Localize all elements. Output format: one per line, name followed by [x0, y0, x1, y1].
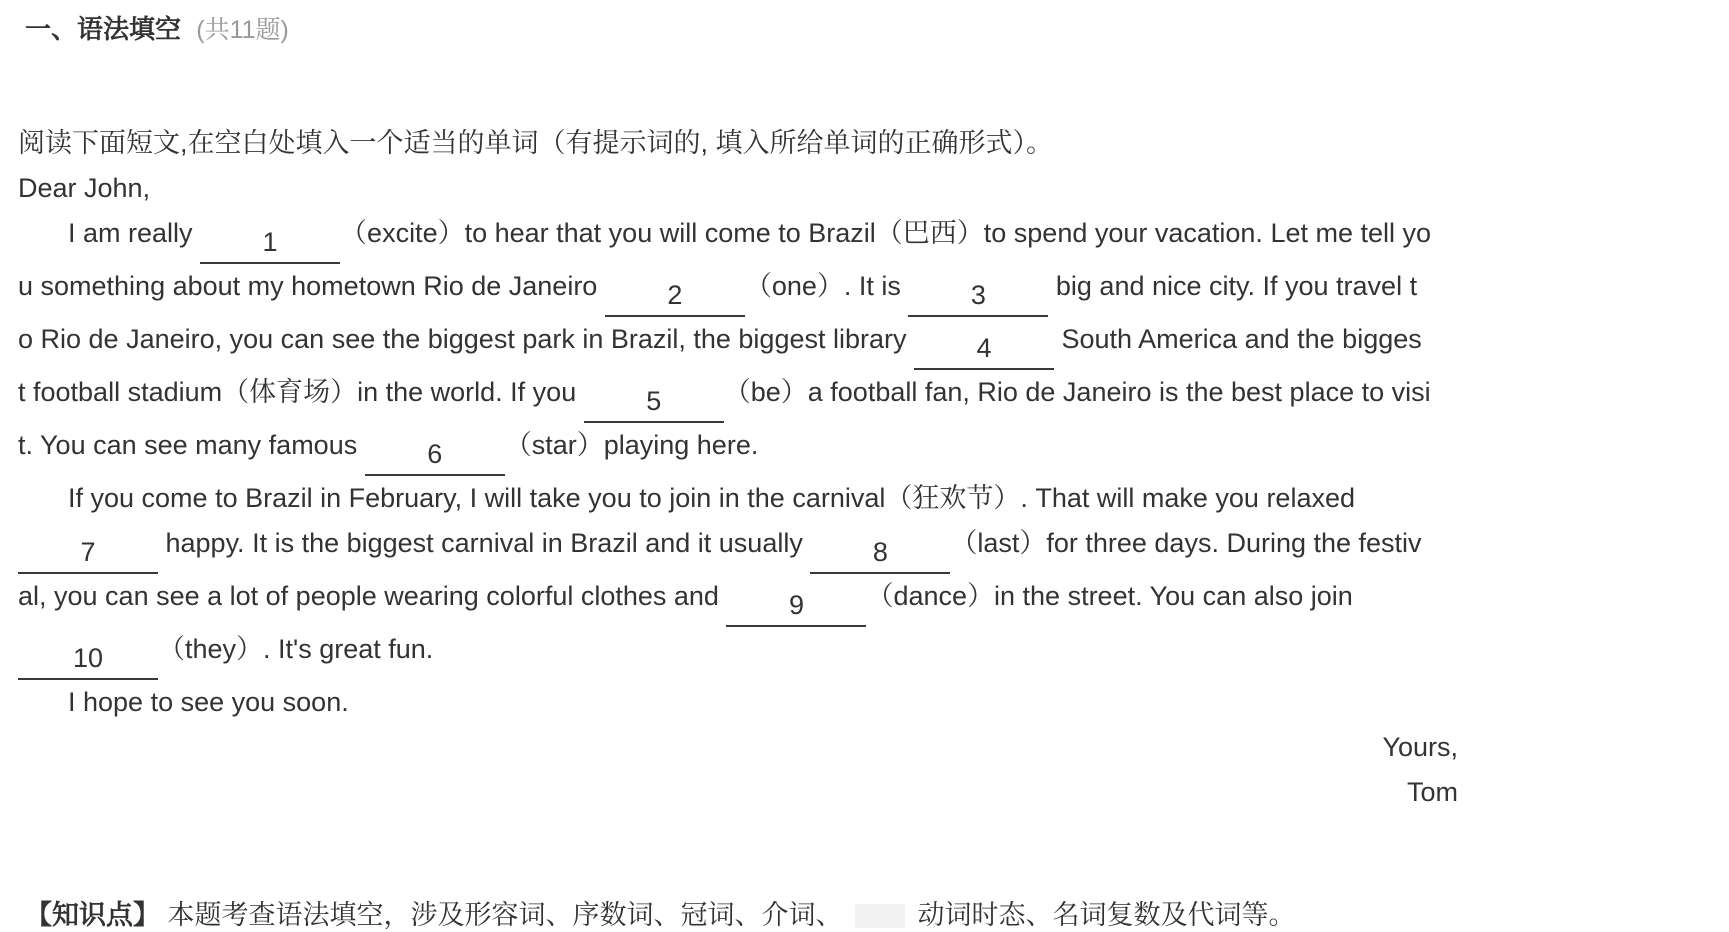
passage-text: I hope to see you soon.: [68, 687, 349, 717]
blank-5: 5: [584, 381, 724, 423]
section-question-count: (共11题): [196, 16, 289, 44]
passage-text: （excite）to hear that you will come to Brazil（巴西）to spend your vacation. Let me tell yo: [340, 218, 1432, 248]
signature-line-2: Tom: [1406, 777, 1458, 807]
passage-text: o Rio de Janeiro, you can see the biggest park in Brazil, the biggest library: [18, 324, 914, 354]
blank-1: 1: [200, 222, 340, 264]
passage-text: If you come to Brazil in February, I will take you to join in the carnival（狂欢节）. That will make you relaxed: [68, 483, 1355, 513]
blank-10: 10: [18, 638, 158, 680]
document-body: [0, 121, 1458, 815]
passage-text: （be）a football fan, Rio de Janeiro is the best place to visi: [723, 377, 1431, 407]
passage-text: （they）. It's great fun.: [158, 634, 434, 664]
clipped-line-gray-box: [855, 904, 905, 928]
passage-line-10: [18, 680, 1458, 725]
passage-line-3: [18, 317, 1458, 370]
passage-line-9: [18, 627, 1458, 680]
passage-text: t. You can see many famous: [18, 430, 365, 460]
cloze-passage: [18, 166, 1458, 815]
salutation-line: Dear John,: [18, 173, 151, 203]
instruction-text: 阅读下面短文,在空白处填入一个适当的单词（有提示词的, 填入所给单词的正确形式）。: [18, 128, 1054, 158]
passage-text: big and nice city. If you travel t: [1048, 271, 1418, 301]
blank-9: 9: [726, 585, 866, 627]
signature-line-1: Yours,: [1382, 732, 1458, 762]
passage-text: al, you can see a lot of people wearing colorful clothes and: [18, 581, 727, 611]
passage-line-6: [18, 476, 1458, 521]
clipped-line-text-after: 动词时态、名词复数及代词等。: [917, 900, 1296, 930]
blank-6: 6: [365, 434, 505, 476]
section-title: 一、语法填空: [25, 14, 182, 44]
section-heading: [0, 0, 1729, 47]
clipped-line-label: 【知识点】: [25, 900, 160, 930]
clipped-bottom-line: [25, 898, 1296, 932]
passage-text: （one）. It is: [744, 271, 909, 301]
blank-4: 4: [914, 328, 1054, 370]
passage-text: I am really: [68, 218, 201, 248]
passage-text: （dance）in the street. You can also join: [866, 581, 1353, 611]
blank-2: 2: [605, 275, 745, 317]
passage-text: South America and the bigges: [1054, 324, 1422, 354]
passage-text: （star）playing here.: [504, 430, 759, 460]
passage-text: happy. It is the biggest carnival in Brazil and it usually: [158, 528, 811, 558]
passage-line-4: [18, 370, 1458, 423]
passage-text: t football stadium（体育场）in the world. If you: [18, 377, 584, 407]
passage-line-1: [18, 211, 1458, 264]
passage-line-2: [18, 264, 1458, 317]
passage-line-7: [18, 521, 1458, 574]
passage-text: u something about my hometown Rio de Janeiro: [18, 271, 605, 301]
clipped-line-text-before: 本题考查语法填空，涉及形容词、序数词、冠词、介词、: [167, 900, 843, 930]
blank-3: 3: [908, 275, 1048, 317]
blank-7: 7: [18, 532, 158, 574]
passage-line-8: [18, 574, 1458, 627]
passage-text: （last）for three days. During the festiv: [950, 528, 1422, 558]
blank-8: 8: [810, 532, 950, 574]
passage-line-5: [18, 423, 1458, 476]
